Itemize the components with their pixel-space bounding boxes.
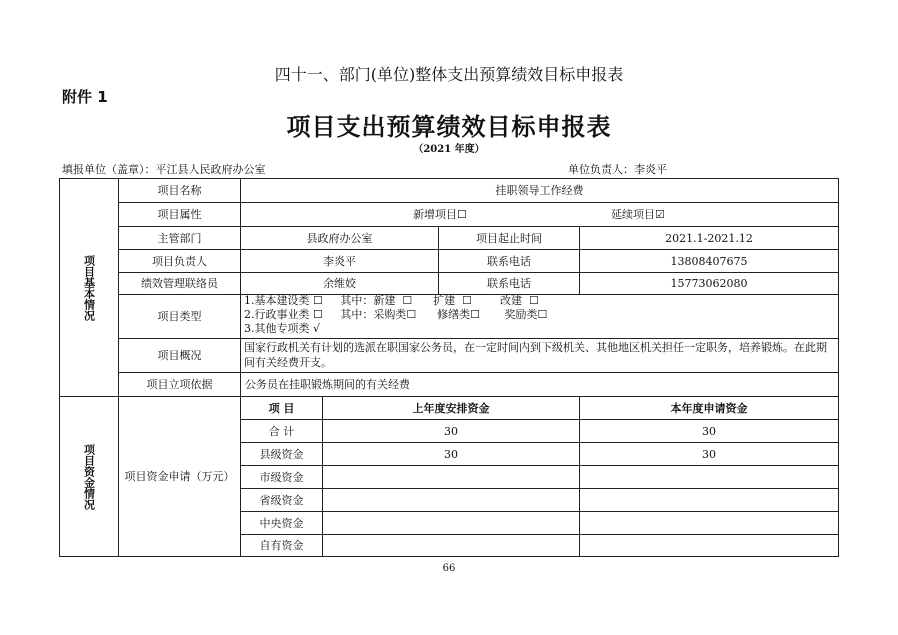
fund-last (323, 512, 579, 534)
period-label: 项目起止时间 (476, 231, 542, 245)
fund-last (323, 535, 579, 556)
contact-label: 绩效管理联络员 (141, 277, 218, 290)
period-value: 2021.1-2021.12 (665, 231, 753, 245)
project-name-value: 挂职领导工作经费 (495, 184, 584, 197)
type-options (244, 294, 547, 336)
dept-label: 主管部门 (157, 231, 202, 245)
attribute-continue: 延续项目☑ (611, 208, 665, 221)
fund-last (323, 489, 579, 511)
col-last-header: 上年度安排资金 (412, 401, 490, 415)
funds-apply-label: 项目资金申请（万元） (124, 470, 235, 483)
fund-this: 30 (702, 424, 716, 438)
summary-label: 项目概况 (157, 349, 202, 362)
dept-value: 县政府办公室 (306, 231, 373, 245)
fund-name: 县级资金 (259, 447, 304, 461)
fund-name: 合 计 (268, 424, 295, 438)
type-line-2: 2.行政事业类 ☐ 其中：采购类☐ 修缮类☐ 奖励类☐ (244, 308, 548, 321)
fund-name: 市级资金 (259, 470, 304, 484)
leader-label: 项目负责人 (152, 254, 207, 268)
contact-value: 余维姣 (323, 277, 356, 290)
funds-group-text: 项目资金情况 (82, 443, 96, 510)
type-line-1: 1.基本建设类 ☐ 其中：新建 ☐ 扩建 ☐ 改建 ☐ (244, 294, 539, 307)
attribute-new: 新增项目☐ (413, 208, 467, 221)
year-label: （2021 年度） (413, 144, 485, 155)
page-title: 项目支出预算绩效目标申报表 (286, 113, 612, 141)
col-item-header: 项 目 (268, 401, 295, 415)
basic-group-text: 项目基本情况 (82, 254, 96, 321)
attribute-label: 项目属性 (157, 208, 202, 221)
filler-unit: 填报单位（盖章）：平江县人民政府办公室 (62, 163, 266, 176)
fund-last (323, 466, 579, 488)
responsible-person: 单位负责人：李炎平 (568, 163, 667, 176)
fund-this (580, 466, 838, 488)
project-name-label: 项目名称 (157, 184, 202, 197)
phone2-value: 15773062080 (670, 277, 748, 290)
basis-value: 公务员在挂职锻炼期间的有关经费 (245, 378, 410, 391)
fund-this (580, 535, 838, 556)
fund-this: 30 (702, 447, 716, 461)
basic-group-label (60, 179, 118, 396)
phone-label: 联系电话 (487, 254, 531, 268)
phone-value: 13808407675 (670, 254, 748, 268)
fund-last: 30 (444, 424, 458, 438)
fund-last: 30 (444, 447, 458, 461)
fund-this (580, 512, 838, 534)
col-this-header: 本年度申请资金 (670, 401, 748, 415)
type-label: 项目类型 (157, 310, 202, 323)
page-number: 66 (442, 563, 456, 574)
section-title: 四十一、部门(单位)整体支出预算绩效目标申报表 (274, 65, 624, 84)
basis-label: 项目立项依据 (146, 378, 213, 391)
attachment-label: 附件 1 (62, 88, 108, 106)
leader-value: 李炎平 (323, 254, 356, 268)
fund-this (580, 489, 838, 511)
fund-name: 自有资金 (259, 539, 304, 552)
phone2-label: 联系电话 (487, 277, 531, 290)
fund-name: 省级资金 (259, 493, 304, 507)
funds-group-label (60, 397, 118, 556)
summary-value: 国家行政机关有计划的选派在职国家公务员，在一定时间内到下级机关、其他地区机关担任一定职务，培养锻炼。在此期间有关经费开支。 (244, 341, 827, 369)
type-line-3: 3.其他专项类 √ (244, 322, 321, 335)
fund-name: 中央资金 (259, 516, 304, 530)
